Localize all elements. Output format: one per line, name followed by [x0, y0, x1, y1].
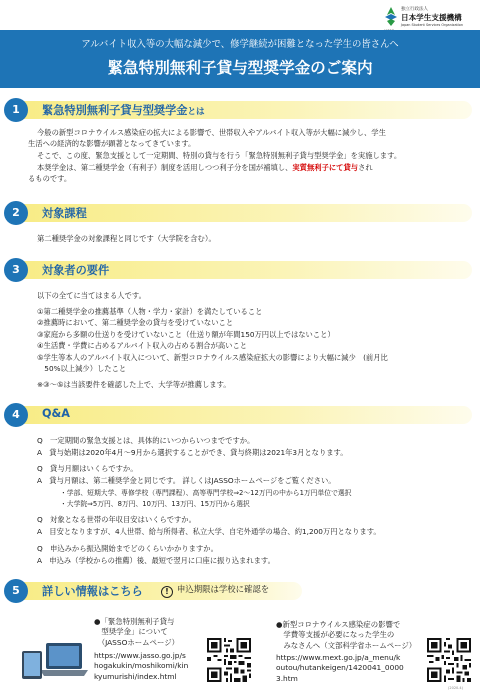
- section-1-paragraph-2: そこで、この度、緊急支援として一定期間、特別の貸与を行う「緊急特別無利子貸与型奨学金」を実施します。: [37, 151, 402, 160]
- url-line[interactable]: https://www.mext.go.jp/a_menu/k: [276, 653, 401, 662]
- devices-illustration-icon: [18, 639, 90, 681]
- section-bar: [16, 406, 472, 424]
- faq-question: Q 対象となる世帯の年収目安はいくらですか。: [37, 515, 196, 524]
- faq-question: Q 貸与月額はいくらですか。: [37, 464, 138, 473]
- jasso-qr-code-icon[interactable]: [207, 638, 251, 682]
- section-1-paragraph-1-line-2: 生活への経済的な影響が顕著となってきています。: [28, 139, 196, 148]
- section-number: 2: [4, 201, 28, 225]
- faq-question: Q 申込みから振込開始までどのくらいかかりますか。: [37, 544, 218, 553]
- section-1-heading: [4, 98, 472, 122]
- jasso-link-description: [94, 617, 179, 648]
- section-number: 1: [4, 98, 28, 122]
- deadline-notice: [161, 583, 269, 598]
- section-title: Q&A: [42, 407, 70, 420]
- section-1-paragraph-3-line-2: るものです。: [28, 174, 72, 183]
- section-4-heading: [4, 403, 472, 427]
- url-line[interactable]: hogakukin/moshikomi/kin: [94, 661, 189, 671]
- mext-link-description: [276, 620, 416, 651]
- section-1-paragraph-3: [37, 163, 373, 174]
- section-2-body: 第二種奨学金の対象課程と同じです（大学院を含む）。: [37, 234, 216, 243]
- faq-answer: A 申込み（学校からの推薦）後、最短で翌月に口座に振り込まれます。: [37, 556, 275, 565]
- faq-answer: A 貸与月額は、第二種奨学金と同じです。 詳しくはJASSOホームページをご覧ください。: [37, 476, 336, 485]
- requirement-item: ④生活費・学費に占めるアルバイト収入の占める割合が高いこと: [37, 341, 248, 350]
- requirement-item: ②推薦時において、第二種奨学金の貸与を受けていないこと: [37, 318, 234, 327]
- banner-subtitle: アルバイト収入等の大幅な減少で、修学継続が困難となった学生の皆さんへ: [81, 39, 399, 50]
- faq-answer: A 目安となりますが、4人世帯、給与所得者、私立大学、自宅外通学の場合、約1,200万円となります。: [37, 527, 381, 536]
- section-3-heading: [4, 258, 472, 282]
- exclamation-icon: !: [161, 586, 173, 598]
- org-type: 独立行政法人: [401, 7, 428, 12]
- section-1-paragraph-1-line-1: 今般の新型コロナウイルス感染症の拡大による影響で、世帯収入やアルバイト収入等が大幅に減少し、学生: [37, 128, 386, 137]
- mext-qr-code-icon[interactable]: [427, 638, 471, 682]
- interest-free-highlight: 実質無利子にて貸与: [292, 163, 359, 172]
- section-title: [42, 102, 205, 118]
- faq-answer-bullet: ・学部、短期大学、専修学校（専門課程）、高等専門学校⇒2～12万円の中から1万円単位で選択: [60, 489, 352, 497]
- section-title: 対象課程: [42, 207, 87, 220]
- section-title: 詳しい情報はこちら: [42, 585, 143, 598]
- section-number: 4: [4, 403, 28, 427]
- document-code: (2020.4): [448, 686, 463, 690]
- section-title: 対象者の要件: [42, 264, 110, 277]
- title-banner: [0, 30, 480, 88]
- org-name-en: Japan Student Services Organization: [401, 23, 464, 27]
- section-title-suffix: とは: [187, 107, 205, 117]
- requirement-item: 50%以上減少）したこと: [37, 364, 127, 373]
- page-title: 緊急特別無利子貸与型奨学金のご案内: [107, 59, 373, 77]
- mext-url[interactable]: [276, 653, 404, 684]
- org-name: 日本学生支援機構: [401, 13, 462, 22]
- faq-question: Q 一定期間の緊急支援とは、具体的にいつからいつまでですか。: [37, 436, 255, 445]
- url-line[interactable]: https://www.jasso.go.jp/s: [94, 651, 186, 660]
- requirement-item: ⑤学生等本人のアルバイト収入について、新型コロナウイルス感染症拡大の影響により大幅に減少 (前月比: [37, 353, 388, 362]
- link-description-line: ●「緊急特別無利子貸与: [94, 617, 175, 626]
- section-2-heading: [4, 201, 472, 225]
- deadline-notice-text: 申込期限は学校に確認を: [177, 584, 270, 594]
- paragraph-3-tail: され: [358, 163, 373, 172]
- requirement-item: ③家庭から多額の仕送りを受けていないこと（仕送り額が年間150万円以上ではないこと）: [37, 330, 335, 339]
- link-description-line: ●新型コロナウイルス感染症の影響で: [276, 620, 401, 629]
- faq-answer-bullet: ・大学院⇒5万円、8万円、10万円、13万円、15万円から選択: [60, 500, 250, 508]
- url-line[interactable]: 3.htm: [276, 673, 298, 683]
- paragraph-3-text: 本奨学金は、第二種奨学金（有利子）制度を活用しつつ利子分を国が補填し、: [37, 163, 293, 172]
- jasso-url[interactable]: [94, 651, 188, 682]
- link-description-line: （JASSOホームページ）: [94, 637, 179, 647]
- url-line[interactable]: kyumurishi/index.html: [94, 671, 177, 681]
- link-description-line: 型奨学金」について: [94, 627, 168, 637]
- link-description-line: 学費等支援が必要になった学生の: [276, 630, 395, 640]
- jasso-emblem-icon: [384, 6, 398, 28]
- section-number: 5: [4, 579, 28, 603]
- requirement-item: ①第二種奨学金の推薦基準（人物・学力・家計）を満たしていること: [37, 307, 263, 316]
- section-title-main: 緊急特別無利子貸与型奨学金: [42, 104, 188, 117]
- section-number: 3: [4, 258, 28, 282]
- requirement-note: ※③～⑤は当該要件を確認した上で、大学等が推薦します。: [37, 380, 231, 389]
- url-line[interactable]: outou/hutankeigen/1420041_0000: [276, 663, 404, 673]
- link-description-line: みなさんへ（文部科学省ホームページ）: [276, 640, 417, 650]
- faq-answer: A 貸与始期は2020年4月～9月から選択することができ、貸与終期は2021年3月となります。: [37, 448, 348, 457]
- section-3-intro: 以下の全てに当てはまる人です。: [37, 291, 146, 300]
